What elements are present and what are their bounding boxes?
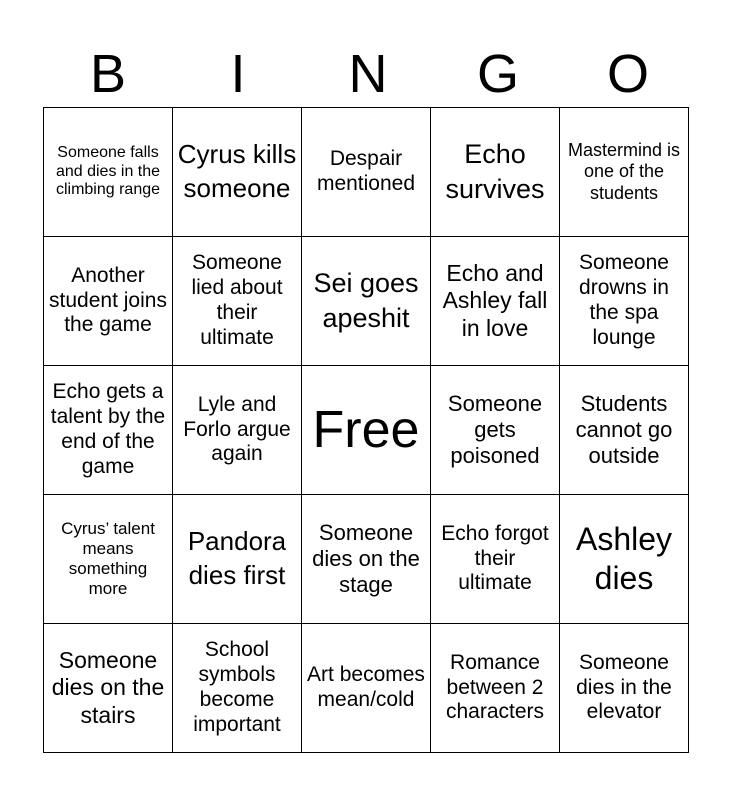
bingo-cell: Someone dies on the stairs — [44, 624, 173, 753]
bingo-cell: Ashley dies — [560, 495, 689, 624]
bingo-cell: Someone dies in the elevator — [560, 624, 689, 753]
bingo-cell: Romance between 2 characters — [431, 624, 560, 753]
bingo-cell: Someone drowns in the spa lounge — [560, 237, 689, 366]
bingo-card — [43, 107, 689, 753]
bingo-cell: Someone gets poisoned — [431, 366, 560, 495]
header-letter-b: B — [89, 44, 127, 104]
bingo-cell: Art becomes mean/cold — [302, 624, 431, 753]
bingo-cell: Lyle and Forlo argue again — [173, 366, 302, 495]
bingo-row — [44, 108, 689, 237]
bingo-cell: Echo and Ashley fall in love — [431, 237, 560, 366]
bingo-cell: Mastermind is one of the students — [560, 108, 689, 237]
bingo-cell: Students cannot go outside — [560, 366, 689, 495]
bingo-cell: Someone falls and dies in the climbing range — [44, 108, 173, 237]
header-letter-n: N — [348, 44, 388, 104]
bingo-cell: School symbols become important — [173, 624, 302, 753]
header-letter-i: I — [230, 44, 246, 104]
bingo-cell: Someone dies on the stage — [302, 495, 431, 624]
bingo-cell: Despair mentioned — [302, 108, 431, 237]
bingo-cell: Cyrus’ talent means something more — [44, 495, 173, 624]
bingo-cell: Echo gets a talent by the end of the game — [44, 366, 173, 495]
bingo-cell: Cyrus kills someone — [173, 108, 302, 237]
header-letter-g: G — [476, 44, 519, 104]
bingo-cell: Sei goes apeshit — [302, 237, 431, 366]
free-space: Free — [302, 366, 431, 495]
bingo-header — [43, 40, 693, 108]
bingo-cell: Someone lied about their ultimate — [173, 237, 302, 366]
bingo-row — [44, 366, 689, 495]
bingo-cell: Echo survives — [431, 108, 560, 237]
bingo-row — [44, 237, 689, 366]
bingo-cell: Echo forgot their ultimate — [431, 495, 560, 624]
header-letter-o: O — [606, 44, 649, 104]
bingo-row — [44, 624, 689, 753]
bingo-cell: Pandora dies first — [173, 495, 302, 624]
bingo-cell: Another student joins the game — [44, 237, 173, 366]
bingo-row — [44, 495, 689, 624]
